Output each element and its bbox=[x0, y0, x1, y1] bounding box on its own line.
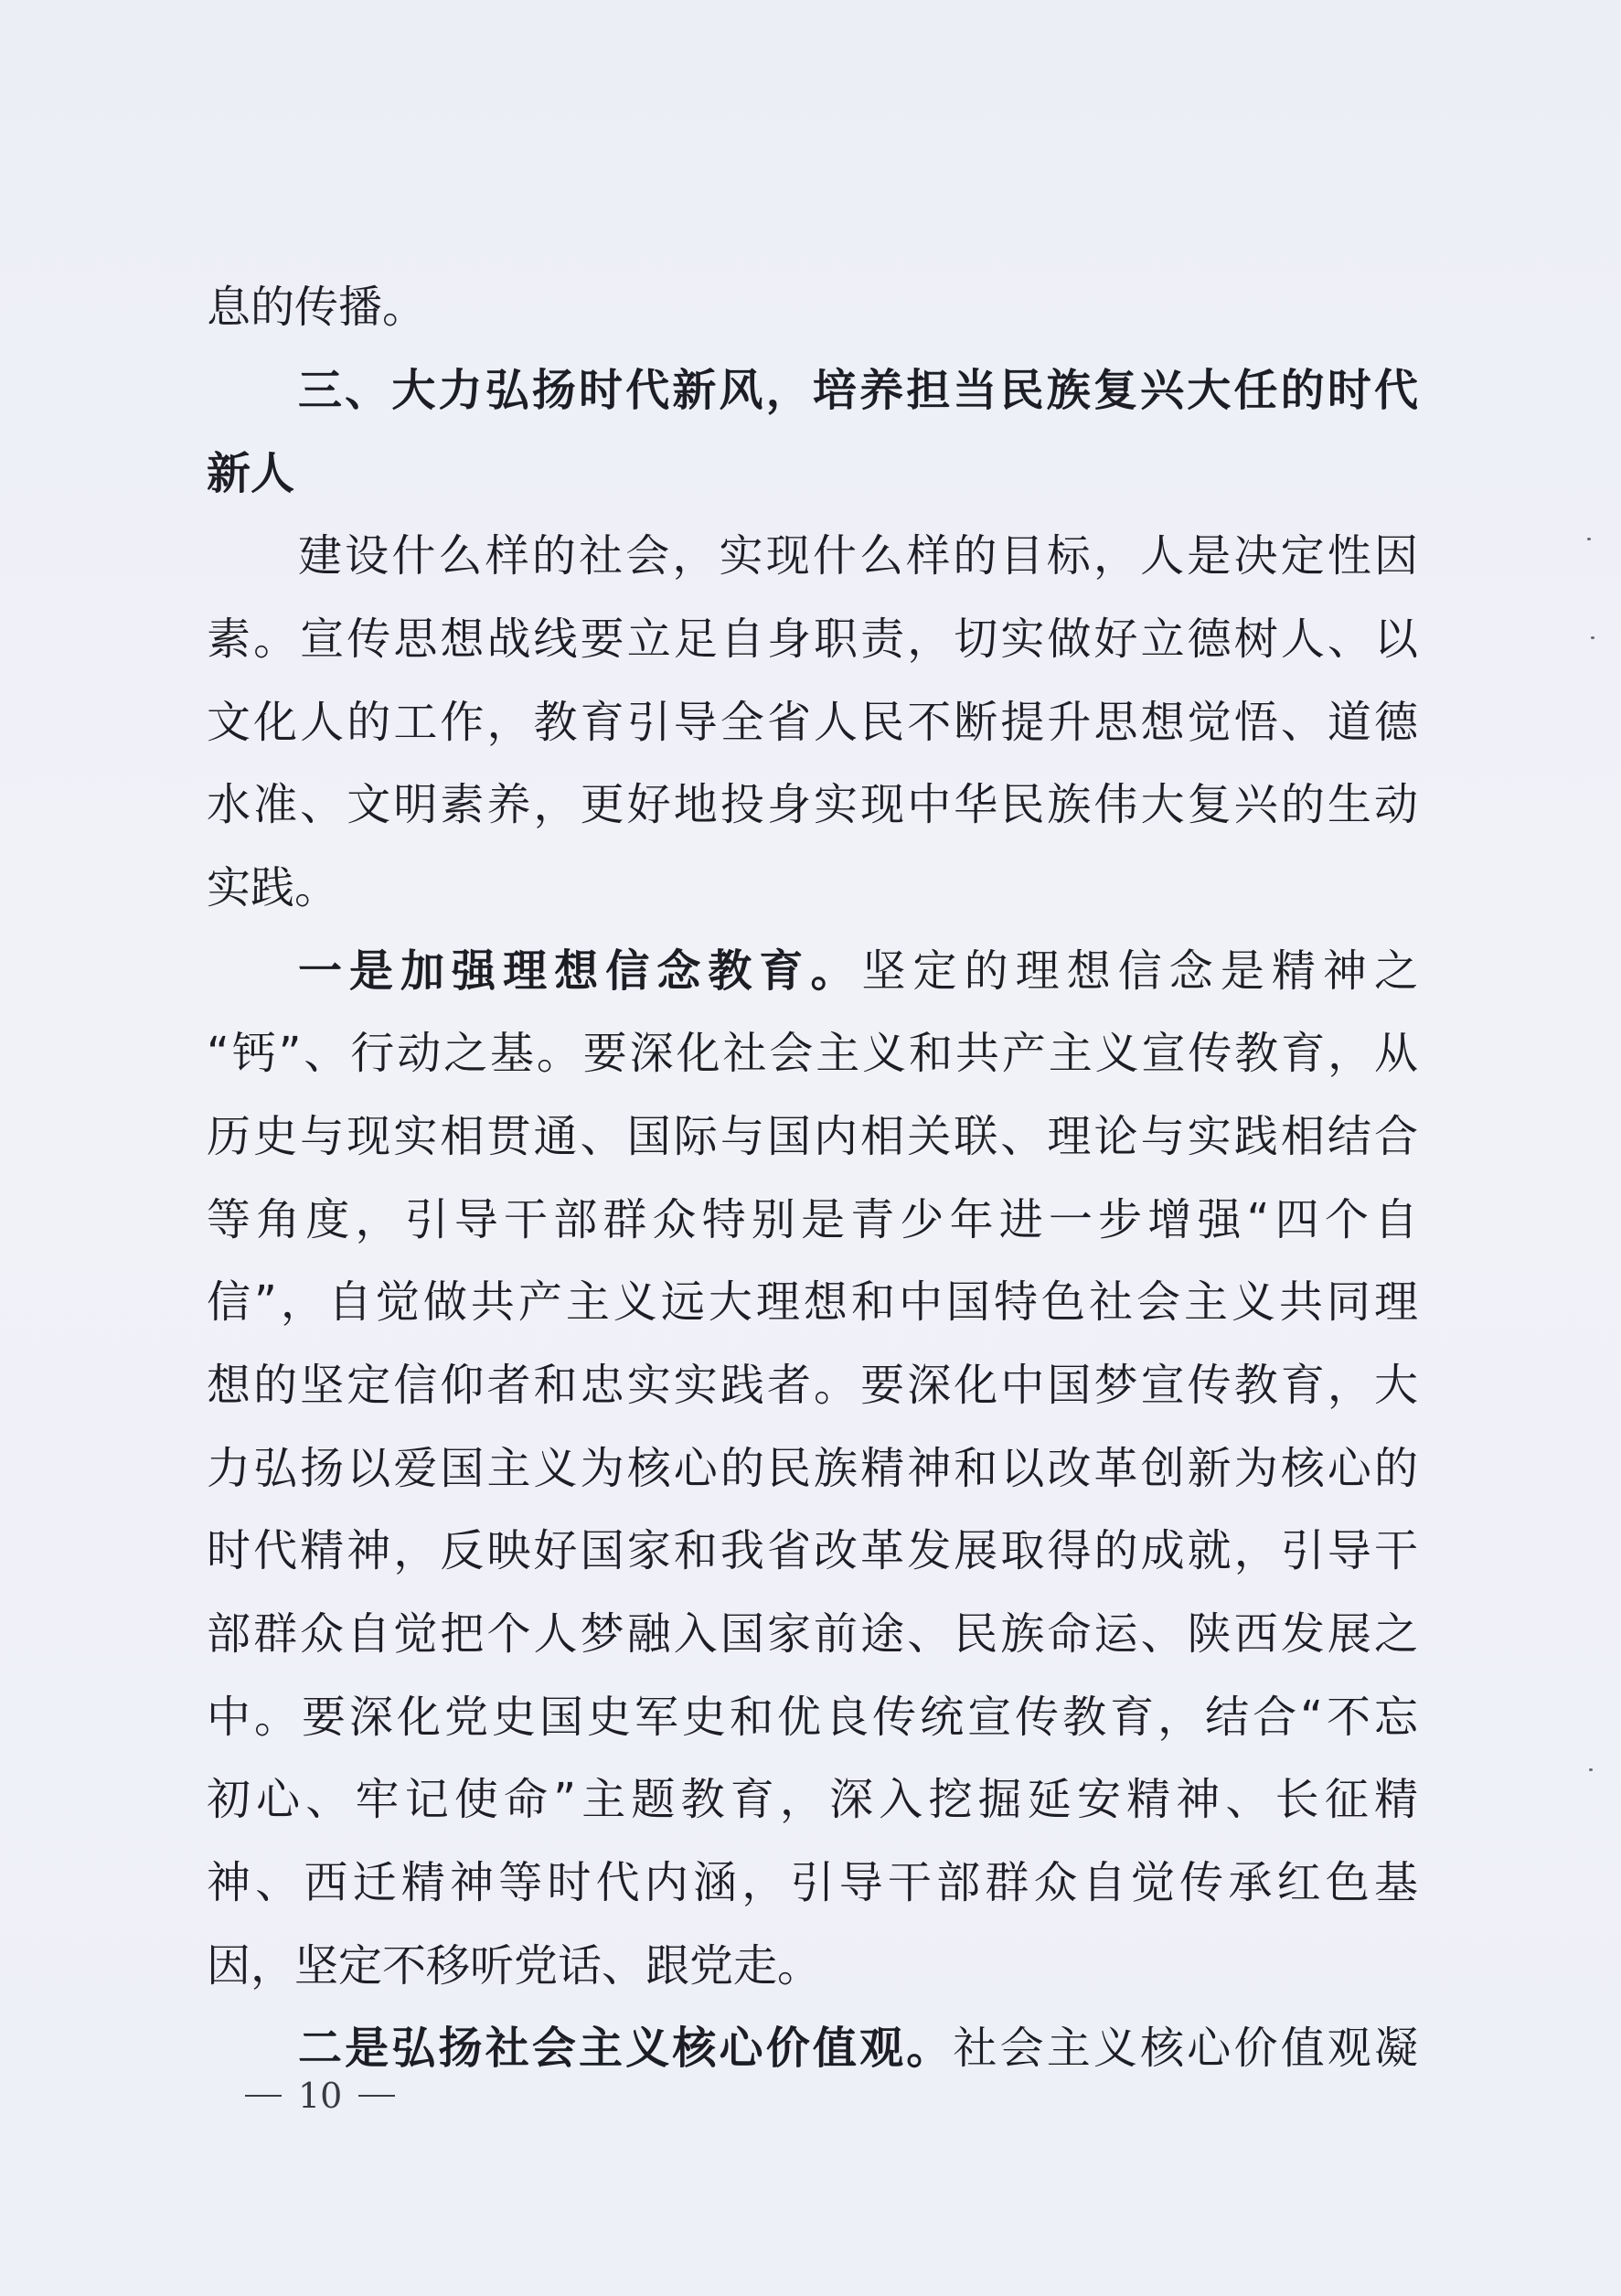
section-heading-continued: 新人 bbox=[207, 448, 295, 499]
body-line: 初心、牢记使命”主题教育，深入挖掘延安精神、长征精 bbox=[207, 1774, 1418, 1825]
paragraph-first-line bbox=[298, 2019, 1418, 2077]
body-text: 坚定的理想信念是精神之 bbox=[861, 945, 1418, 997]
paragraph-first-line bbox=[298, 942, 1418, 1000]
body-line: 因，坚定不移听党话、跟党走。 bbox=[207, 1940, 822, 1992]
page-number-left-dash bbox=[245, 2095, 282, 2097]
scan-speck bbox=[1587, 538, 1591, 540]
body-line: 历史与现实相贯通、国际与国内相关联、理论与实践相结合 bbox=[207, 1111, 1418, 1162]
body-line: 中。要深化党史国史军史和优良传统宣传教育，结合“不忘 bbox=[207, 1692, 1418, 1743]
body-line: 息的传播。 bbox=[207, 282, 427, 333]
body-line: 神、西迁精神等时代内涵，引导干部群众自觉传承红色基 bbox=[207, 1857, 1418, 1908]
body-line: 部群众自觉把个人梦融入国家前途、民族命运、陕西发展之 bbox=[207, 1608, 1418, 1660]
subheading-lead: 二是弘扬社会主义核心价值观。 bbox=[298, 2023, 954, 2074]
page-number bbox=[245, 2070, 428, 2121]
body-line: 水准、文明素养，更好地投身实现中华民族伟大复兴的生动 bbox=[207, 779, 1418, 830]
subheading-lead: 一是加强理想信念教育。 bbox=[298, 945, 862, 997]
body-line: 文化人的工作，教育引导全省人民不断提升思想觉悟、道德 bbox=[207, 697, 1418, 748]
body-line: 等角度，引导干部群众特别是青少年进一步增强“四个自 bbox=[207, 1194, 1418, 1245]
body-line: 实践。 bbox=[207, 862, 339, 913]
body-line: 力弘扬以爱国主义为核心的民族精神和以改革创新为核心的 bbox=[207, 1443, 1418, 1494]
body-line: “钙”、行动之基。要深化社会主义和共产主义宣传教育，从 bbox=[207, 1028, 1418, 1079]
body-line: 建设什么样的社会，实现什么样的目标，人是决定性因 bbox=[298, 530, 1418, 582]
body-line: 想的坚定信仰者和忠实实践者。要深化中国梦宣传教育，大 bbox=[207, 1360, 1418, 1411]
body-line: 信”，自觉做共产主义远大理想和中国特色社会主义共同理 bbox=[207, 1276, 1418, 1328]
body-line: 时代精神，反映好国家和我省改革发展取得的成就，引导干 bbox=[207, 1525, 1418, 1576]
section-heading: 三、大力弘扬时代新风，培养担当民族复兴大任的时代 bbox=[298, 365, 1418, 416]
page-number-right-dash bbox=[358, 2095, 395, 2097]
page-number-text: 10 bbox=[298, 2076, 343, 2116]
scan-speck bbox=[1589, 1768, 1593, 1771]
body-line: 素。宣传思想战线要立足自身职责，切实做好立德树人、以 bbox=[207, 614, 1418, 665]
body-text: 社会主义核心价值观凝 bbox=[953, 2023, 1418, 2074]
scan-speck bbox=[1591, 636, 1594, 639]
